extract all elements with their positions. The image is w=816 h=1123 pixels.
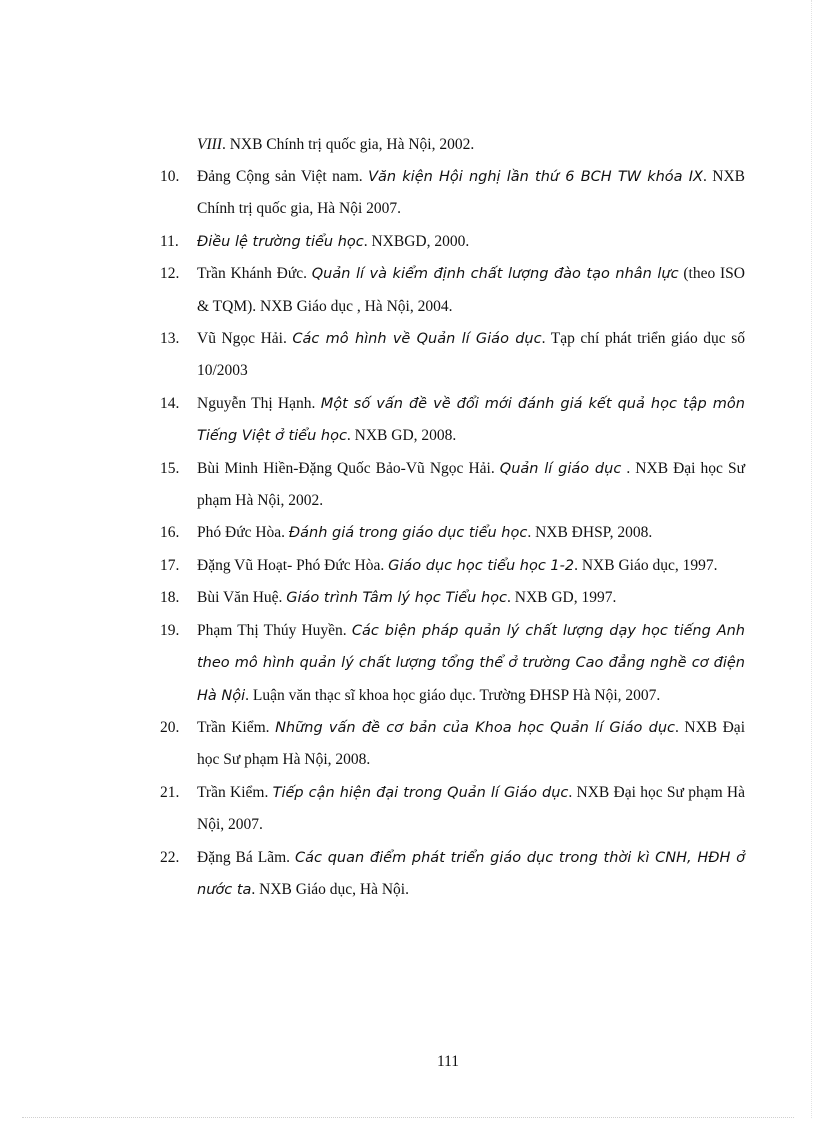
reference-author: Đảng Cộng sản Việt nam. xyxy=(197,168,369,185)
reference-number: 15. xyxy=(160,459,180,477)
reference-item xyxy=(160,550,745,582)
reference-publisher: . NXB Đại học Sư phạm Hà Nội, 2008. xyxy=(197,718,745,769)
reference-item xyxy=(160,615,745,712)
reference-publisher: . NXB Chính trị quốc gia, Hà Nội 2007. xyxy=(197,168,745,218)
reference-title: Một số vấn đề về đổi mới đánh giá kết quả học tập môn Tiếng Việt ở tiểu học xyxy=(197,395,745,445)
reference-list xyxy=(160,161,745,906)
reference-number: 14. xyxy=(160,394,180,412)
reference-number: 21. xyxy=(160,783,180,801)
reference-author: Nguyễn Thị Hạnh. xyxy=(197,394,321,412)
reference-number: 19. xyxy=(160,621,180,639)
reference-publisher: . NXB GD, 2008. xyxy=(346,427,457,445)
reference-title: Văn kiện Hội nghị lần thứ 6 BCH TW khóa IX xyxy=(368,169,703,185)
reference-publisher: . NXB ĐHSP, 2008. xyxy=(527,524,653,542)
reference-number: 20. xyxy=(160,718,180,736)
reference-number: 10. xyxy=(160,168,180,185)
reference-publisher: . NXB GD, 1997. xyxy=(507,589,617,607)
reference-title: Các quan điểm phát triển giáo dục trong thời kì CNH, HĐH ở nước ta xyxy=(197,849,745,898)
reference-author: Phó Đức Hòa. xyxy=(197,524,289,542)
reference-continuation xyxy=(197,129,474,161)
page-right-border xyxy=(811,0,812,1118)
continuation-rest: . NXB Chính trị quốc gia, Hà Nội, 2002. xyxy=(221,136,475,153)
reference-item xyxy=(160,226,745,258)
reference-item xyxy=(160,712,745,777)
page-number: 111 xyxy=(436,1053,460,1070)
reference-number: 16. xyxy=(160,524,180,542)
reference-number: 18. xyxy=(160,589,180,607)
reference-publisher: . Luận văn thạc sĩ khoa học giáo dục. Trường ĐHSP Hà Nội, 2007. xyxy=(245,686,661,704)
reference-author: Bùi Văn Huệ. xyxy=(197,589,287,607)
reference-title: Giáo trình Tâm lý học Tiểu học xyxy=(286,590,508,607)
reference-title: Tiếp cận hiện đại trong Quản lí Giáo dục xyxy=(272,784,569,801)
reference-title: Các mô hình về Quản lí Giáo dục xyxy=(292,331,542,348)
reference-publisher: . Tạp chí phát triển giáo dục số 10/2003 xyxy=(197,330,745,380)
reference-item xyxy=(160,323,745,388)
reference-publisher: . NXB Giáo dục, 1997. xyxy=(574,556,718,574)
reference-title: Điều lệ trường tiểu học xyxy=(197,233,364,250)
reference-title: Quản lí giáo dục xyxy=(499,460,622,477)
reference-item xyxy=(160,777,745,842)
reference-publisher: . NXB Giáo dục, Hà Nội. xyxy=(251,880,409,898)
reference-number: 22. xyxy=(160,848,180,866)
reference-publisher: (theo ISO & TQM). NXB Giáo dục , Hà Nội, 2004. xyxy=(197,265,745,315)
reference-author: Bùi Minh Hiền-Đặng Quốc Bảo-Vũ Ngọc Hải. xyxy=(197,459,500,477)
reference-author: Trần Kiểm. xyxy=(197,718,276,736)
reference-author: Đặng Bá Lãm. xyxy=(197,848,296,866)
reference-number: 13. xyxy=(160,330,180,348)
reference-author: Trần Khánh Đức. xyxy=(197,265,312,283)
reference-item xyxy=(160,453,745,518)
reference-item xyxy=(160,388,745,453)
continuation-italic: VIII xyxy=(197,136,222,153)
reference-title: Quản lí và kiểm định chất lượng đào tạo nhân lực xyxy=(311,266,679,283)
reference-number: 12. xyxy=(160,265,180,283)
reference-title: Giáo dục học tiểu học 1-2 xyxy=(388,557,575,574)
reference-item xyxy=(160,582,745,614)
reference-author: Phạm Thị Thúy Huyền. xyxy=(197,621,352,639)
reference-title: Đánh giá trong giáo dục tiểu học xyxy=(288,525,528,542)
reference-author: Đặng Vũ Hoạt- Phó Đức Hòa. xyxy=(197,556,389,574)
reference-author: Trần Kiểm. xyxy=(197,783,273,801)
reference-item xyxy=(160,161,745,226)
reference-item xyxy=(160,842,745,907)
page-bottom-border xyxy=(22,1117,794,1118)
reference-publisher: . NXB Đại học Sư phạm Hà Nội, 2002. xyxy=(197,459,746,510)
reference-item xyxy=(160,517,745,549)
reference-title: Các biện pháp quản lý chất lượng dạy học tiếng Anh theo mô hình quản lý chất lượng tổng thể ở trường Cao đẳng nghề cơ điện Hà Nội xyxy=(197,622,746,704)
reference-number: 11. xyxy=(160,232,179,250)
reference-title: Những vấn đề cơ bản của Khoa học Quản lí Giáo dục xyxy=(275,719,675,736)
reference-item xyxy=(160,258,745,323)
reference-publisher: . NXBGD, 2000. xyxy=(363,232,470,250)
reference-number: 17. xyxy=(160,556,180,574)
reference-publisher: . NXB Đại học Sư phạm Hà Nội, 2007. xyxy=(197,783,745,834)
reference-author: Vũ Ngọc Hải. xyxy=(197,330,293,348)
